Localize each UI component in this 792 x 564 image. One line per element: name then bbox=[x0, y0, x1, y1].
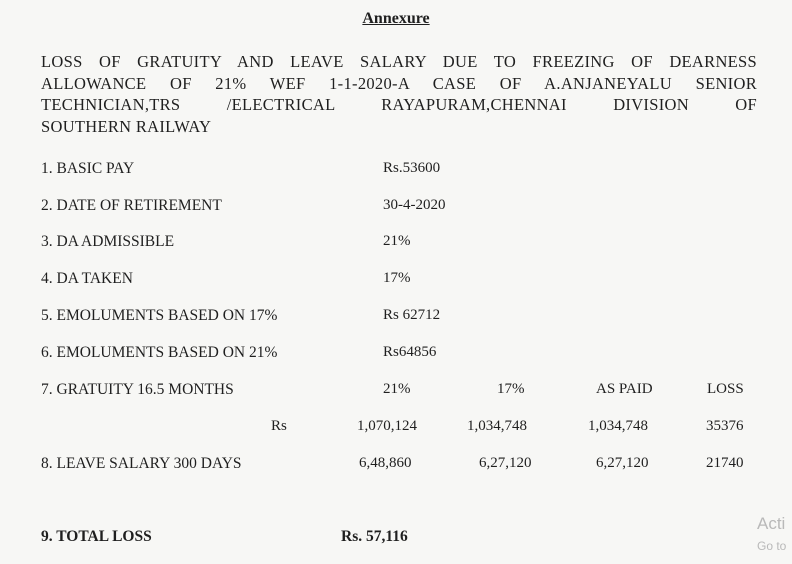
activation-watermark-line2: Go to bbox=[757, 539, 787, 553]
item-emoluments-21-value: Rs64856 bbox=[383, 344, 437, 360]
heading-line-4: SOUTHERN RAILWAY bbox=[41, 116, 212, 136]
gratuity-header-as-paid: AS PAID bbox=[596, 381, 653, 397]
heading-line-3: TECHNICIAN,TRS /ELECTRICAL RAYAPURAM,CHENNAI DIVISION OF bbox=[41, 95, 757, 114]
gratuity-value-loss: 35376 bbox=[706, 418, 744, 434]
gratuity-header-loss: LOSS bbox=[707, 381, 744, 397]
gratuity-header-17: 17% bbox=[497, 381, 525, 397]
gratuity-value-17: 1,034,748 bbox=[467, 418, 527, 434]
item-emoluments-17-label: 5. EMOLUMENTS BASED ON 17% bbox=[41, 307, 278, 324]
total-loss-value: Rs. 57,116 bbox=[341, 528, 408, 545]
annexure-title: Annexure bbox=[362, 10, 430, 27]
leave-salary-value-as-paid: 6,27,120 bbox=[596, 455, 649, 471]
item-emoluments-21-label: 6. EMOLUMENTS BASED ON 21% bbox=[41, 344, 278, 361]
leave-salary-value-loss: 21740 bbox=[706, 455, 744, 471]
gratuity-value-as-paid: 1,034,748 bbox=[588, 418, 648, 434]
item-basic-pay-label: 1. BASIC PAY bbox=[41, 160, 135, 177]
item-retirement-date-value: 30-4-2020 bbox=[383, 197, 446, 213]
item-da-taken-value: 17% bbox=[383, 270, 411, 286]
item-da-admissible-label: 3. DA ADMISSIBLE bbox=[41, 233, 175, 250]
leave-salary-value-17: 6,27,120 bbox=[479, 455, 532, 471]
gratuity-value-21: 1,070,124 bbox=[357, 418, 417, 434]
gratuity-currency: Rs bbox=[271, 418, 287, 434]
gratuity-label: 7. GRATUITY 16.5 MONTHS bbox=[41, 381, 234, 398]
document-heading bbox=[41, 51, 757, 137]
item-da-taken-label: 4. DA TAKEN bbox=[41, 270, 133, 287]
heading-line-2: ALLOWANCE OF 21% WEF 1-1-2020-A CASE OF A.ANJANEYALU SENIOR bbox=[41, 73, 757, 93]
heading-line-1: LOSS OF GRATUITY AND LEAVE SALARY DUE TO FREEZING OF DEARNESS bbox=[41, 52, 757, 71]
item-basic-pay-value: Rs.53600 bbox=[383, 160, 441, 176]
gratuity-header-21: 21% bbox=[383, 381, 411, 397]
leave-salary-value-21: 6,48,860 bbox=[359, 455, 412, 471]
total-loss-label: 9. TOTAL LOSS bbox=[41, 528, 152, 545]
item-da-admissible-value: 21% bbox=[383, 233, 411, 249]
item-emoluments-17-value: Rs 62712 bbox=[383, 307, 441, 323]
item-retirement-date-label: 2. DATE OF RETIREMENT bbox=[41, 197, 222, 214]
activation-watermark-line1: Acti bbox=[757, 514, 786, 533]
leave-salary-label: 8. LEAVE SALARY 300 DAYS bbox=[41, 455, 242, 472]
